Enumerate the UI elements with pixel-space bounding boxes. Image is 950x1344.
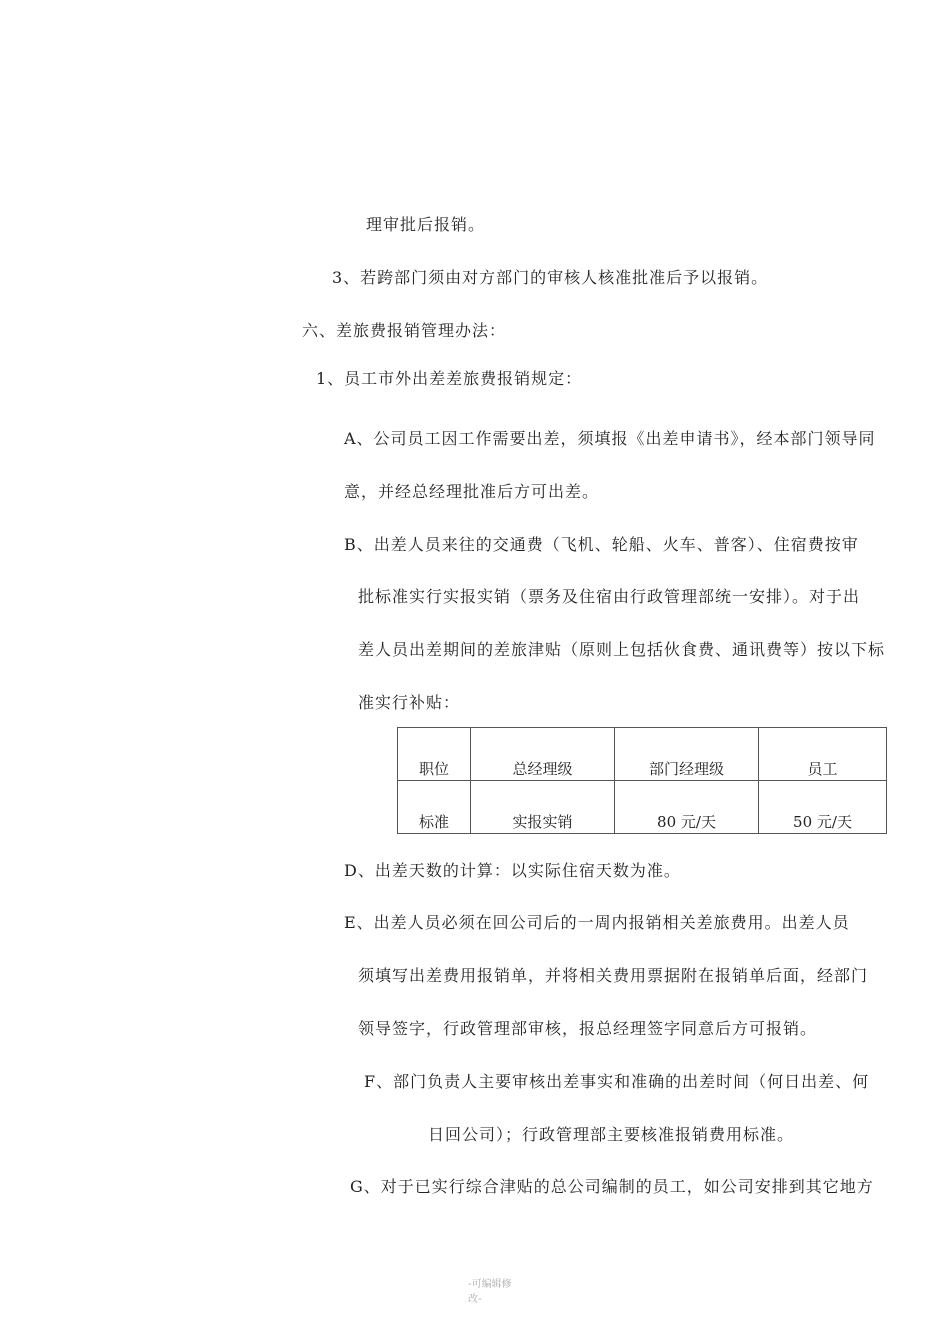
- text-line: 差人员出差期间的差旅津贴（原则上包括伙食费、通讯费等）按以下标: [358, 640, 886, 659]
- footer-note: -可编辑修: [468, 1279, 512, 1290]
- table-header-cell: 职位: [398, 728, 471, 781]
- section-heading: 六、差旅费报销管理办法：: [302, 321, 507, 340]
- text-line: 意，并经总经理批准后方可出差。: [344, 482, 600, 501]
- text-line: 日回公司）；行政管理部主要核准报销费用标准。: [428, 1125, 795, 1144]
- text-line: D、出差天数的计算：以实际住宿天数为准。: [344, 861, 681, 880]
- table-cell: 实报实销: [471, 781, 615, 834]
- table-row: [398, 781, 887, 834]
- table-header-cell: 部门经理级: [615, 728, 759, 781]
- text-line: 理审批后报销。: [366, 215, 486, 234]
- table-header-cell: 员工: [759, 728, 887, 781]
- text-line: 批标准实行实报实销（票务及住宿由行政管理部统一安排）。对于出: [358, 587, 861, 606]
- text-line: 领导签字，行政管理部审核，报总经理签字同意后方可报销。: [358, 1019, 818, 1038]
- table-row: [398, 728, 887, 781]
- table-cell: 80 元/天: [615, 781, 759, 834]
- footer-note: 改-: [468, 1294, 482, 1305]
- text-line: 3、若跨部门须由对方部门的审核人核准批准后予以报销。: [332, 268, 769, 287]
- text-line: F、部门负责人主要审核出差事实和准确的出差时间（何日出差、何: [364, 1072, 870, 1091]
- table-header-cell: 总经理级: [471, 728, 615, 781]
- text-line: B、出差人员来往的交通费（飞机、轮船、火车、普客）、住宿费按审: [344, 535, 859, 554]
- table-cell: 标准: [398, 781, 471, 834]
- text-line: E、出差人员必须在回公司后的一周内报销相关差旅费用。出差人员: [344, 913, 850, 932]
- text-line: G、对于已实行综合津贴的总公司编制的员工，如公司安排到其它地方: [350, 1177, 874, 1196]
- subsection-heading: 1、员工市外出差差旅费报销规定：: [316, 369, 583, 388]
- text-line: A、公司员工因工作需要出差，须填报《出差申请书》，经本部门领导同: [344, 429, 876, 448]
- allowance-table: [397, 727, 887, 834]
- text-line: 准实行补贴：: [358, 693, 461, 712]
- text-line: 须填写出差费用报销单，并将相关费用票据附在报销单后面，经部门: [358, 966, 869, 985]
- table-cell: 50 元/天: [759, 781, 887, 834]
